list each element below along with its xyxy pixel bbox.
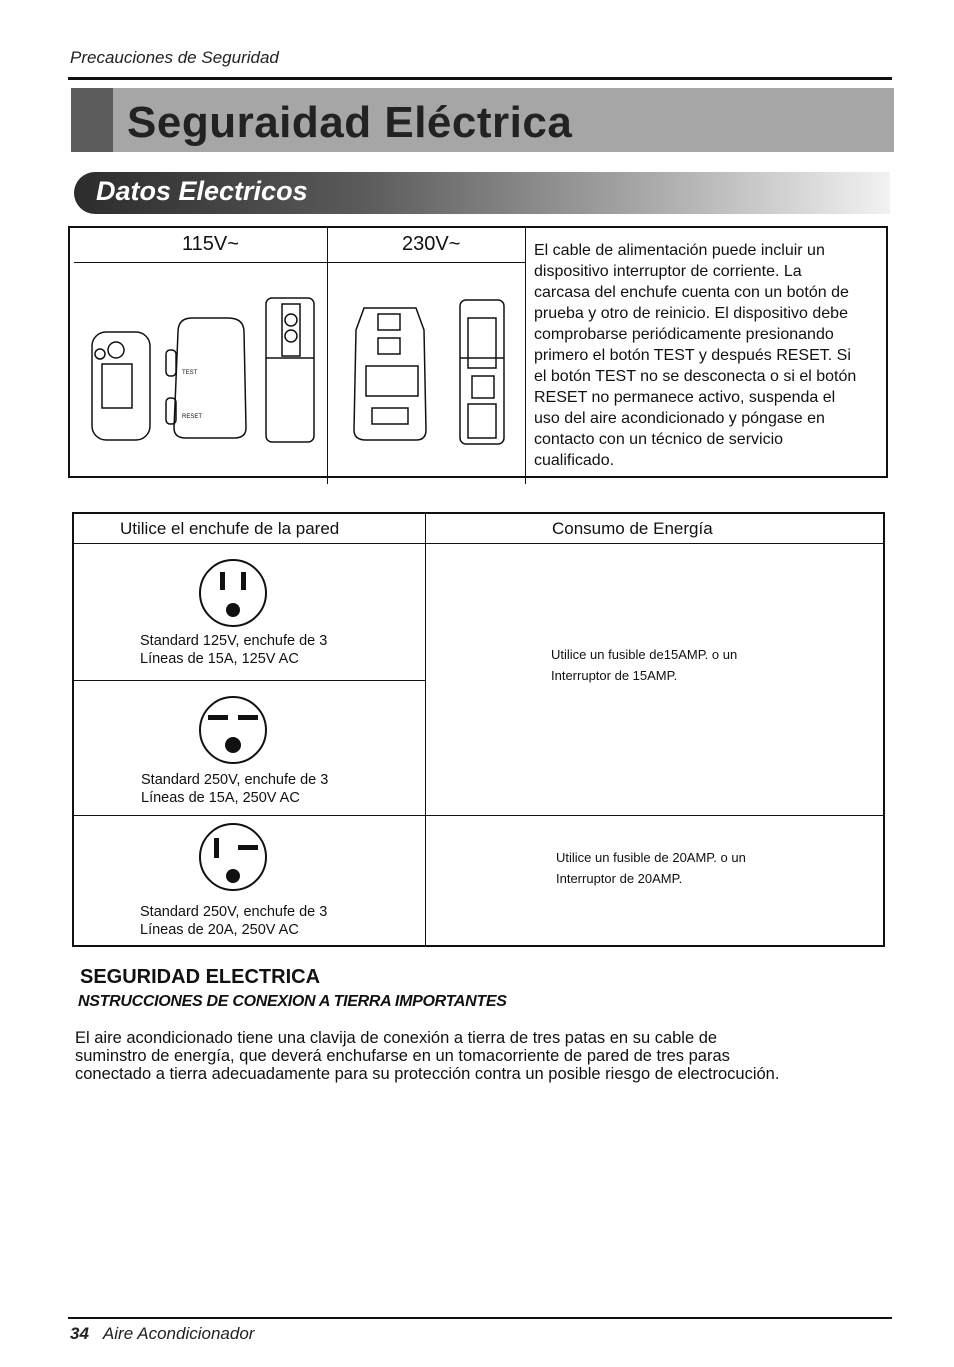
outlet-caption: Standard 250V, enchufe de 3 Líneas de 20A, 250V AC (140, 904, 328, 938)
title-bar (71, 88, 894, 152)
voltage-230-label: 230V~ (402, 233, 461, 255)
title-accent-block (71, 88, 113, 152)
header-divider (74, 543, 883, 544)
plug-devices-230v-illustration (332, 290, 522, 450)
plug-devices-115v-illustration (78, 290, 318, 450)
voltage-115-label: 115V~ (182, 233, 239, 255)
column-divider (327, 228, 328, 484)
page-number: 34 (70, 1324, 89, 1343)
electrical-data-table (68, 226, 888, 478)
subtitle: Datos Electricos (96, 176, 308, 206)
column-divider (425, 514, 426, 945)
footer-text: Aire Acondicionador (102, 1324, 255, 1343)
power-column-header: Consumo de Energía (552, 519, 713, 538)
test-label-115: TEST (182, 370, 198, 376)
page-footer (70, 1324, 254, 1344)
row-divider (74, 680, 425, 681)
outlet-250v-20a-icon (198, 822, 268, 892)
grounding-paragraph: El aire acondicionado tiene una clavija de conexión a tierra de tres patas en su cable de suminstro de energía, que deverá enchufarse en un tomacorriente de pared de tres paras conectado a tierra adecuadamente para su protección contra un posible riesgo de electrocución. (75, 1029, 780, 1083)
breaker-description: El cable de alimentación puede incluir un dispositivo interruptor de corriente. La carcasa del enchufe cuenta con un botón de prueba y otro de reinicio. El dispositivo debe comprobarse periódicamente presionando primero el botón TEST y después RESET. Si el botón TEST no se desconecta o si el botón RESET no permanece activo, suspenda el uso del aire acondicionado y póngase en contacto con un técnico de servicio cualificado. (534, 242, 857, 469)
reset-label-115: RESET (182, 414, 203, 420)
outlet-250v-15a-icon (198, 695, 268, 765)
outlet-125v-15a-icon (198, 558, 268, 628)
bottom-rule (68, 1317, 892, 1319)
safety-heading: SEGURIDAD ELECTRICA (80, 966, 321, 988)
fuse-recommendation-20a: Utilice un fusible de 20AMP. o un Interruptor de 20AMP. (556, 850, 746, 886)
outlet-caption: Standard 125V, enchufe de 3 Líneas de 15A, 125V AC (140, 633, 328, 667)
fuse-recommendation-15a: Utilice un fusible de15AMP. o un Interruptor de 15AMP. (551, 647, 738, 683)
column-divider (525, 228, 526, 484)
outlet-table (72, 512, 885, 947)
top-rule (68, 77, 892, 80)
subtitle-bar (74, 172, 890, 214)
grounding-subheading: NSTRUCCIONES DE CONEXION A TIERRA IMPORTANTES (78, 993, 507, 1010)
outlet-column-header: Utilice el enchufe de la pared (120, 519, 340, 538)
row-divider (74, 815, 883, 816)
page-title: Seguraidad Eléctrica (127, 98, 573, 147)
section-header: Precauciones de Seguridad (70, 48, 279, 67)
outlet-caption: Standard 250V, enchufe de 3 Líneas de 15A, 250V AC (141, 772, 329, 806)
header-divider (74, 262, 525, 263)
